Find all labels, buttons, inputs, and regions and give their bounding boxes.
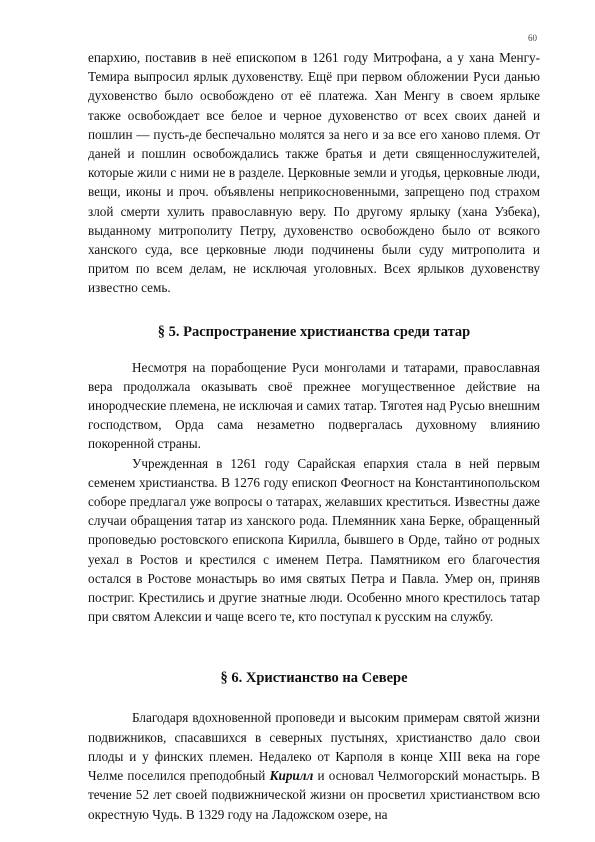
page-content (88, 48, 540, 824)
section-6-text-after: и основал Челмогорский монастырь. В течение 52 лет своей подвижнической жизни он просветил христианством всю окрестную Чудь. В 1329 году на Ладожском озере, на (88, 768, 541, 822)
section-5-title: § 5. Распространение христианства среди татар (157, 323, 471, 340)
section-6-paragraph-1 (88, 708, 540, 823)
paragraph-1: епархию, поставив в неё епископом в 1261 году Митрофана, а у хана Менгу-Темира выпросил ярлык духовенству. Ещё при первом обложении Руси данью духовенство было освобождено от её платежа. Хан Менгу в своем ярлыке также освобождает все белое и черное духовенство от всех своих даней и пошлин — пусть-де беспечально молятся за него и за все его ханово племя. От даней и пошлин освобождались также братья и дети священнослужителей, которые жили с ними не в разделе. Церковные земли и угодья, церковные люди, вещи, иконы и проч. объявлены неприкосновенными, запрещено под страхом злой смерти хулить православную веру. По другому ярлыку (хана Узбека), выданному митрополиту Петру, духовенство освобождено было от всякого ханского суда, все церковные люди подчинены были суду митрополита и притом по всем делам, не исключая уголовных. Всех ярлыков духовенству известно семь. (88, 50, 540, 296)
section-5-paragraph-1: Несмотря на порабощение Руси монголами и татарами, православная вера продолжала оказывать своё прежнее могущественное действие на инородческие племена, не исключая и самих татар. Тяготея над Русью внешним господством, Орда сама незаметно подвергалась духовному влиянию покоренной страны. (88, 359, 540, 452)
section-5-paragraph-2: Учрежденная в 1261 году Сарайская епархия стала в ней первым семенем христианства. В 1276 году епископ Феогност на Константинопольском соборе предлагал уже вопросы о татарах, желавших креститься. Известны даже случаи обращения татар из ханского рода. Племянник хана Берке, обращенный проповедью ростовского епископа Кирилла, бывшего в Орде, тайно от родных уехал в Ростов и крестился с именем Петра. Памятником его благочестия остался в Ростове монастырь во имя святых Петра и Павла. Умер он, приняв постриг. Крестились и другие знатные люди. Особенно много крестилось татар при святом Алексии и чаще всего те, кто поступал к русским на службу. (88, 455, 540, 625)
section-6-title: § 6. Христианство на Севере (220, 670, 408, 687)
section-6-text-before: Благодаря вдохновенной проповеди и высоким примерам святой жизни подвижников, спасавшихся в северных пустынях, христианство дало свои плоды и у финских племен. Недалеко от Карполя в конце XIII века на горе Челме поселился преподобный (88, 710, 540, 784)
page-number: 60 (528, 33, 537, 43)
saint-name: Кирилл (269, 768, 314, 784)
